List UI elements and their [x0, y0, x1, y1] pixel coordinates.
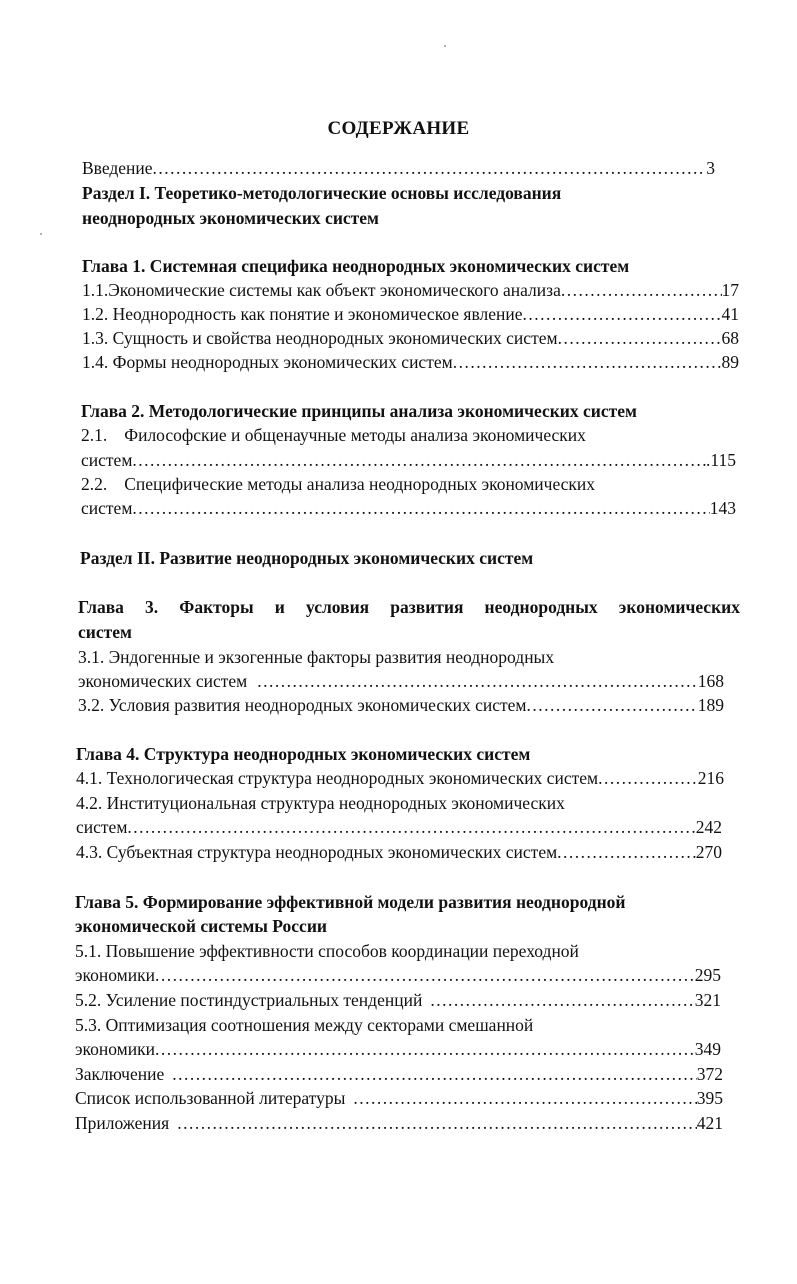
toc-entry-page: 189 [697, 695, 724, 715]
toc-entry-page: 3 [706, 158, 715, 178]
toc-entry-line: 3.1. Эндогенные и экзогенные факторы развития неоднородных [78, 647, 555, 667]
toc-entry-page: 372 [696, 1064, 723, 1084]
toc-entry-cont [78, 669, 724, 693]
toc-entry-number: 2.2. [81, 474, 108, 494]
toc-entry-line [81, 423, 586, 447]
toc-entry [82, 302, 739, 326]
toc-entry-references [75, 1086, 723, 1110]
toc-entry [76, 840, 722, 864]
chapter-heading-cont: экономической системы России [75, 916, 327, 936]
leader-dots [523, 302, 722, 326]
toc-entry-page: 41 [721, 304, 739, 324]
toc-entry [82, 278, 739, 302]
toc-entry-line: 5.3. Оптимизация соотношения между секторами смешанной [75, 1015, 534, 1035]
toc-entry-label: экономики [75, 965, 155, 985]
toc-entry-page: 168 [697, 671, 724, 691]
toc-entry [78, 693, 724, 717]
leader-dots [257, 669, 698, 693]
toc-entry-label: 1.4. Формы неоднородных экономических систем [82, 352, 453, 372]
section-heading: Раздел I. Теоретико-методологические основы исследования [82, 183, 562, 203]
toc-entry-page: 68 [721, 328, 739, 348]
leader-dots [132, 448, 706, 472]
leader-dots [598, 766, 698, 790]
leader-dots [177, 1111, 697, 1135]
toc-entry-page: 421 [696, 1113, 723, 1133]
chapter-heading: Глава 5. Формирование эффективной модели развития неоднородной [75, 892, 626, 912]
leader-dots [430, 988, 694, 1012]
leader-dots [127, 815, 695, 839]
toc-entry-label: Специфические методы анализа неоднородных экономических [124, 474, 596, 494]
toc-entry [82, 326, 739, 350]
toc-entry-conclusion [75, 1062, 723, 1086]
scan-speck [444, 45, 446, 47]
toc-entry-label: Введение [82, 158, 153, 178]
toc-entry-page: 395 [696, 1088, 723, 1108]
toc-entry [82, 350, 739, 374]
chapter-heading: Глава 2. Методологические принципы анализа экономических систем [81, 401, 637, 421]
toc-entry-cont [75, 963, 721, 987]
toc-entry-page: .115 [706, 450, 736, 470]
toc-entry-line [81, 472, 595, 496]
leader-dots [527, 693, 698, 717]
toc-entry-label: Список использованной литературы [75, 1088, 346, 1108]
toc-entry-page: 143 [709, 498, 736, 518]
toc-entry-page: 321 [694, 990, 721, 1010]
chapter-heading: Глава 1. Системная специфика неоднородных экономических систем [82, 256, 630, 276]
leader-dots [153, 156, 707, 180]
toc-entry-label: систем [81, 498, 133, 518]
toc-entry-label: 1.2. Неоднородность как понятие и экономическое явление [82, 304, 523, 324]
toc-entry-page: 89 [721, 352, 739, 372]
toc-entry-page: 17 [721, 280, 739, 300]
toc-entry-label: 1.1.Экономические системы как объект экономического анализа [82, 280, 561, 300]
leader-dots [132, 496, 709, 520]
toc-entry-label: 5.2. Усиление постиндустриальных тенденций [75, 990, 423, 1010]
toc-entry-label: 3.2. Условия развития неоднородных экономических систем [78, 695, 527, 715]
toc-entry-label: 1.3. Сущность и свойства неоднородных экономических систем [82, 328, 558, 348]
toc-entry-label: 4.1. Технологическая структура неоднородных экономических систем [76, 768, 599, 788]
toc-entry [76, 766, 724, 790]
toc-entry-label: систем [81, 450, 133, 470]
leader-dots [558, 326, 722, 350]
leader-dots [557, 840, 696, 864]
toc-entry-line: 4.2. Институциональная структура неоднородных экономических [76, 793, 565, 813]
leader-dots [353, 1086, 696, 1110]
toc-entry-label: Заключение [75, 1064, 165, 1084]
toc-entry-page: 216 [697, 768, 724, 788]
chapter-heading: Глава 3. Факторы и условия развития неоднородных экономических [78, 597, 740, 617]
leader-dots [172, 1062, 697, 1086]
section-heading: Раздел II. Развитие неоднородных экономических систем [80, 548, 534, 568]
chapter-heading: Глава 4. Структура неоднородных экономических систем [76, 744, 531, 764]
scan-speck [40, 233, 42, 235]
toc-entry-cont [81, 448, 736, 472]
leader-dots [561, 278, 722, 302]
toc-entry-label: 4.3. Субъектная структура неоднородных экономических систем [76, 842, 558, 862]
toc-entry-label: Философские и общенаучные методы анализа экономических [124, 425, 586, 445]
toc-entry [75, 988, 721, 1012]
chapter-heading-cont: систем [78, 622, 132, 642]
toc-entry-label: экономики [75, 1039, 155, 1059]
toc-entry-page: 349 [694, 1039, 721, 1059]
toc-entry-intro [82, 156, 715, 180]
toc-entry-line: 5.1. Повышение эффективности способов координации переходной [75, 941, 579, 961]
toc-entry-page: 242 [695, 817, 722, 837]
leader-dots [155, 963, 695, 987]
toc-entry-appendix [75, 1111, 723, 1135]
leader-dots [155, 1037, 695, 1061]
toc-entry-cont [75, 1037, 721, 1061]
toc-entry-cont [81, 496, 736, 520]
toc-entry-page: 270 [695, 842, 722, 862]
toc-entry-cont [76, 815, 722, 839]
leader-dots [453, 350, 722, 374]
page-title: СОДЕРЖАНИЕ [327, 118, 470, 139]
toc-entry-page: 295 [694, 965, 721, 985]
toc-entry-label: Приложения [75, 1113, 170, 1133]
toc-entry-label: систем [76, 817, 128, 837]
toc-entry-label: экономических систем [78, 671, 248, 691]
toc-entry-number: 2.1. [81, 425, 108, 445]
section-heading-cont: неоднородных экономических систем [82, 208, 379, 228]
